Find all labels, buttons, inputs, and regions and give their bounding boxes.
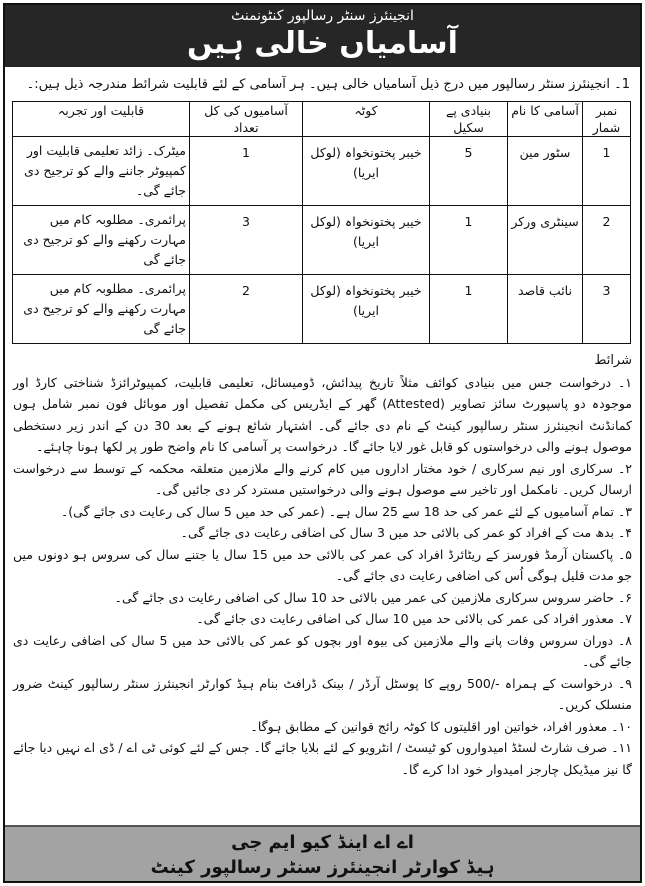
condition-item: ۷۔ معذور افراد کی عمر کی بالائی حد میں 10 سال کی اضافی رعایت دی جائے گی۔	[196, 611, 632, 626]
job-advertisement	[3, 3, 642, 883]
table-row	[13, 275, 631, 344]
cell-post: نائب قاصد	[508, 275, 583, 344]
cell-qualification: میٹرک۔ زائد تعلیمی قابلیت اور کمپیوٹر جاننے والے کو ترجیح دی جائے گی۔	[13, 137, 190, 206]
col-header: بنیادی پے سکیل	[430, 102, 508, 137]
condition-item: ۹۔ درخواست کے ہمراہ -/500 روپے کا پوسٹل آرڈر / بینک ڈرافٹ بنام ہیڈ کوارٹر انجینئرز سنٹر رسالپور کینٹ ضرور منسلک کریں۔	[13, 675, 632, 712]
condition-item: ۲۔ سرکاری اور نیم سرکاری / خود مختار اداروں میں کام کرنے والے ملازمین متعلقہ محکمہ کے توسط سے درخواست ارسال کریں۔ نامکمل اور تاخیر سے موصول ہونے والی درخواستیں مسترد کر دی جائیں گی۔	[13, 460, 632, 497]
col-header: آسامی کا نام	[508, 102, 583, 137]
cell-qualification: پرائمری۔ مطلوبہ کام میں مہارت رکھنے والے کو ترجیح دی جائے گی	[13, 275, 190, 344]
col-header: کوٹہ	[303, 102, 430, 137]
condition-item: ۱۔ درخواست جس میں بنیادی کوائف مثلاً تاریخ پیدائش، ڈومیسائل، تعلیمی قابلیت، کمپیوٹرائزڈ شناختی کارڈ اور موجودہ دو پاسپورٹ سائز تصاویر (Attested) گھر کے ایڈریس کی مکمل تفصیل اور موبائل فون نمبر شامل ہوں کمانڈنٹ انجینئرز سنٹر رسالپور کینٹ کے نام دی جائے گی۔ اشتہار شائع ہونے کے بعد 30 دن کے اندر زیر دستخطی موصول ہونے والی درخواستوں کو قابل غور لایا جائے گا۔ درخواست پر آسامی کا نام واضح طور پر لکھا ہونا چاہئے۔	[13, 374, 632, 454]
ad-subtitle: انجینئرز سنٹر رسالپور کنٹونمنٹ	[231, 8, 414, 24]
condition-item: ۸۔ دوران سروس وفات پانے والے ملازمین کی بیوہ اور بچوں کو عمر کی بالائی حد میں 5 سال کی اضافی رعایت دی جائے گی۔	[13, 632, 632, 669]
cell-serial: 2	[583, 206, 631, 275]
cell-post: سٹور مین	[508, 137, 583, 206]
col-header: قابلیت اور تجربہ	[13, 102, 190, 137]
table-row	[13, 206, 631, 275]
condition-item: ۶۔ حاضر سروس سرکاری ملازمین کی عمر میں بالائی حد 10 سال کی اضافی رعایت دی جائے گی۔	[114, 589, 632, 605]
footer-address: ہیڈ کوارٹر انجینئرز سنٹر رسالپور کینٹ	[150, 857, 495, 878]
vacancies-table	[12, 101, 631, 344]
condition-item: ۴۔ بدھ مت کے افراد کو عمر کی بالائی حد میں 3 سال کی اضافی رعایت دی جائے گی۔	[180, 525, 632, 540]
cell-count: 2	[190, 275, 303, 344]
cell-bps: 1	[430, 275, 508, 344]
footer-issuer: اے اے اینڈ کیو ایم جی	[231, 832, 414, 853]
intro-text: 1۔ انجینئرز سنٹر رسالپور میں درج ذیل آسامیاں خالی ہیں۔ ہر آسامی کے لئے قابلیت شرائط مندرجہ ذیل ہیں:۔	[26, 77, 630, 92]
condition-item: ۳۔ تمام آسامیوں کے لئے عمر کی حد 18 سے 25 سال ہے۔ (عمر کی حد میں 5 سال کی رعایت دی جائے گی)۔	[60, 503, 632, 519]
cell-bps: 1	[430, 206, 508, 275]
conditions-section	[5, 344, 640, 780]
cell-quota: خیبر پختونخواہ (لوکل ایریا)	[303, 137, 430, 206]
cell-quota: خیبر پختونخواہ (لوکل ایریا)	[303, 206, 430, 275]
condition-item: ۱۱۔ صرف شارٹ لسٹڈ امیدواروں کو ٹیسٹ / انٹرویو کے لئے بلایا جائے گا۔ جس کے لئے کوئی ٹی اے / ڈی اے نہیں دیا جائے گا نیز میڈیکل چارجز امیدوار خود ادا کرے گا۔	[13, 740, 632, 777]
cell-quota: خیبر پختونخواہ (لوکل ایریا)	[303, 275, 430, 344]
ad-title: آسامیاں خالی ہیں	[187, 26, 458, 61]
cell-serial: 1	[583, 137, 631, 206]
conditions-heading: شرائط	[594, 353, 632, 368]
cell-count: 1	[190, 137, 303, 206]
table-row	[13, 137, 631, 206]
cell-count: 3	[190, 206, 303, 275]
cell-qualification: پرائمری۔ مطلوبہ کام میں مہارت رکھنے والے کو ترجیح دی جائے گی	[13, 206, 190, 275]
ad-footer	[5, 825, 640, 881]
col-header: نمبر شمار	[583, 102, 631, 137]
col-header: آسامیوں کی کل تعداد	[190, 102, 303, 137]
cell-bps: 5	[430, 137, 508, 206]
condition-item: ۱۰۔ معذور افراد، خواتین اور اقلیتوں کا کوٹہ رائج قوانین کے مطابق ہوگا۔	[250, 718, 632, 734]
cell-post: سینٹری ورکر	[508, 206, 583, 275]
ad-header	[5, 5, 640, 67]
condition-item: ۵۔ پاکستان آرمڈ فورسز کے ریٹائرڈ افراد کی عمر کی بالائی حد میں 15 سال یا جتنے سال کی سروس ہو دونوں میں جو مدت قلیل ہوگی اُس کی اضافی رعایت دی جائے گی۔	[13, 546, 632, 583]
cell-serial: 3	[583, 275, 631, 344]
table-header-row	[13, 102, 631, 137]
